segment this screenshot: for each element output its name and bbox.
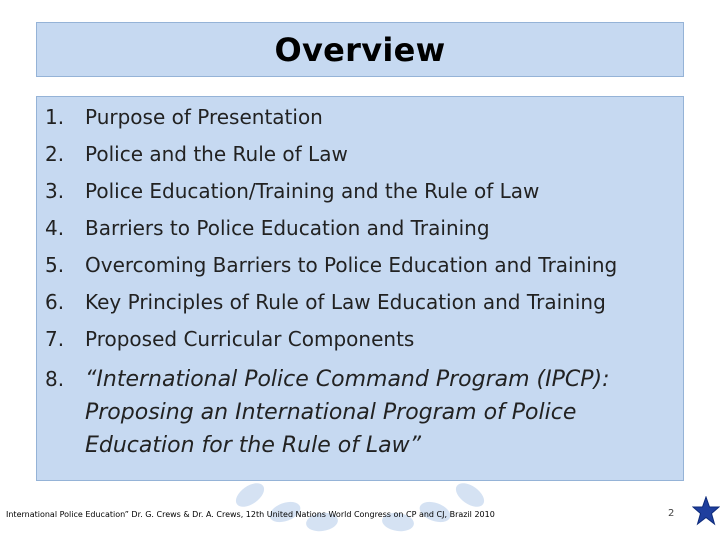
item-text: Police and the Rule of Law: [85, 142, 348, 166]
item-text: Police Education/Training and the Rule of Law: [85, 179, 540, 203]
star-icon: [692, 496, 720, 526]
item-number: 1.: [45, 105, 65, 129]
item-number: 5.: [45, 253, 65, 277]
item-number: 6.: [45, 290, 65, 314]
footer-citation: International Police Education” Dr. G. Crews & Dr. A. Crews, 12th United Nations World Congress on CP and CJ, Brazil 2010: [6, 510, 495, 519]
content-box: [36, 96, 684, 481]
item-number: 4.: [45, 216, 65, 240]
item-number: 7.: [45, 327, 65, 351]
item-text: Barriers to Police Education and Training: [85, 216, 490, 240]
item-text: Purpose of Presentation: [85, 105, 323, 129]
slide-title: Overview: [274, 30, 446, 69]
item-number: 2.: [45, 142, 65, 166]
item-text: “International Police Command Program (IPCP): Proposing an International Program of Police Education for the Rule of Law”: [85, 367, 610, 458]
item-text: Key Principles of Rule of Law Education and Training: [85, 290, 606, 314]
item-text: Overcoming Barriers to Police Education and Training: [85, 253, 618, 277]
item-text: Proposed Curricular Components: [85, 327, 415, 351]
item-number: 8.: [45, 367, 65, 391]
item-number: 3.: [45, 179, 65, 203]
title-box: [36, 22, 684, 77]
page-number: 2: [668, 508, 675, 519]
